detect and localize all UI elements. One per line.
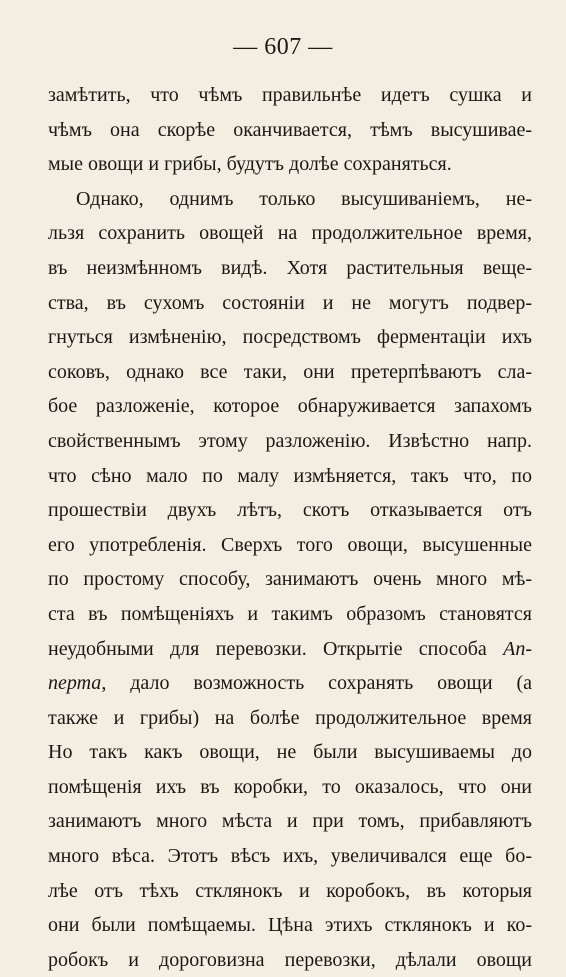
text-line: что сѣно мало по малу измѣняется, такъ что, по bbox=[48, 464, 532, 487]
text-line: робокъ и дороговизна перевозки, дѣлали овощи bbox=[48, 948, 532, 971]
text-line: ства, въ сухомъ состояніи и не могутъ подвер- bbox=[48, 291, 532, 314]
text-line: бое разложеніе, которое обнаруживается запахомъ bbox=[48, 395, 532, 418]
text-line: лѣе отъ тѣхъ стклянокъ и коробокъ, въ которыя bbox=[48, 879, 532, 902]
text-line-part: , дало возможность сохранять овощи (а bbox=[101, 672, 532, 695]
text-line-part: неудобными для перевозки. Открытіе способа bbox=[48, 637, 504, 660]
text-line: по простому способу, занимаютъ очень много мѣ- bbox=[48, 568, 532, 591]
text-line: свойственнымъ этому разложенію. Извѣстно напр. bbox=[48, 429, 532, 452]
text-line-with-italic bbox=[48, 632, 532, 667]
text-line: занимаютъ много мѣста и при томъ, прибавляютъ bbox=[48, 810, 532, 833]
page-number: — 607 — bbox=[233, 34, 333, 60]
text-line: помѣщенія ихъ въ коробки, то оказалось, что они bbox=[48, 775, 532, 798]
text-line: прошествіи двухъ лѣтъ, скотъ отказывается отъ bbox=[48, 499, 532, 522]
italic-name: Ап- bbox=[503, 637, 532, 660]
text-line: мые овощи и грибы, будутъ долѣе сохраняться. bbox=[48, 153, 452, 176]
text-line: его употребленія. Сверхъ того овощи, высушенные bbox=[48, 533, 532, 556]
text-line: Однако, однимъ только высушиваніемъ, не- bbox=[76, 187, 532, 210]
italic-name: перта bbox=[48, 672, 102, 695]
text-line: много вѣса. Этотъ вѣсъ ихъ, увеличивался еще бо- bbox=[48, 845, 532, 868]
text-line: они были помѣщаемы. Цѣна этихъ стклянокъ и ко- bbox=[48, 914, 532, 937]
text-line: соковъ, однако все таки, они претерпѣваютъ сла- bbox=[48, 360, 532, 383]
text-line: чѣмъ она скорѣе оканчивается, тѣмъ высушивае- bbox=[48, 118, 532, 141]
text-line: гнуться измѣненію, посредствомъ ферментаціи ихъ bbox=[48, 326, 532, 349]
text-line-with-italic bbox=[48, 666, 532, 701]
text-line: льзя сохранить овощей на продолжительное время, bbox=[48, 222, 532, 245]
text-line: въ неизмѣнномъ видѣ. Хотя растительныя веще- bbox=[48, 256, 532, 279]
text-line: замѣтить, что чѣмъ правильнѣе идетъ сушка и bbox=[48, 84, 532, 106]
text-line: Но такъ какъ овощи, не были высушиваемы до bbox=[48, 741, 532, 764]
text-line: также и грибы) на болѣе продолжительное время bbox=[48, 706, 532, 729]
body-text bbox=[48, 78, 532, 977]
text-line: ста въ помѣщеніяхъ и такимъ образомъ становятся bbox=[48, 602, 532, 625]
